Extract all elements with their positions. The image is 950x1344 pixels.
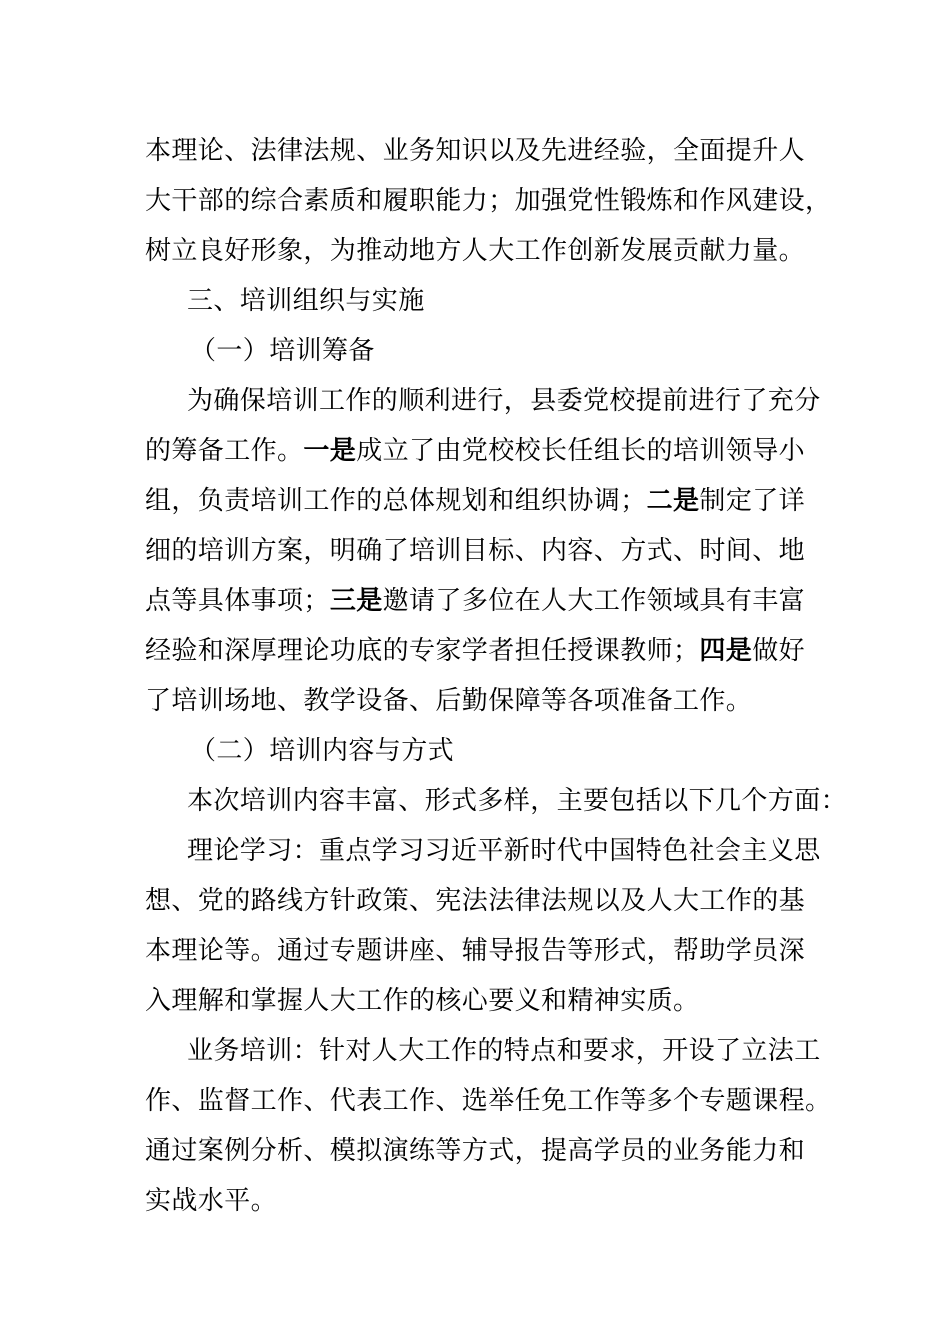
text-line <box>145 681 752 721</box>
text-line <box>145 1131 805 1171</box>
text-line <box>145 581 805 621</box>
text-segment: 理论学习：重点学习习近平新时代中国特色社会主义思 <box>187 836 821 866</box>
subsection-heading-text: （一）培训筹备 <box>190 336 375 366</box>
text-line <box>145 181 831 221</box>
text-segment: 业务培训：针对人大工作的特点和要求，开设了立法工 <box>187 1036 821 1066</box>
text-segment: 细的培训方案，明确了培训目标、内容、方式、时间、地 <box>145 536 806 566</box>
text-line <box>145 931 805 971</box>
text-segment: 点等具体事项； <box>145 586 330 616</box>
text-segment: 作、监督工作、代表工作、选举任免工作等多个专题课程。 <box>145 1086 832 1116</box>
text-segment: 本理论等。通过专题讲座、辅导报告等形式，帮助学员深 <box>145 936 806 966</box>
text-segment: 本理论、法律法规、业务知识以及先进经验，全面提升人 <box>145 136 806 166</box>
text-line <box>187 831 821 871</box>
text-line <box>145 881 805 921</box>
subsection-heading <box>190 731 454 771</box>
section-heading-text: 三、培训组织与实施 <box>187 286 425 316</box>
text-segment: 本次培训内容丰富、形式多样，主要包括以下几个方面： <box>187 786 848 816</box>
text-segment: 想、党的路线方针政策、宪法法律法规以及人大工作的基 <box>145 886 806 916</box>
text-segment: 经验和深厚理论功底的专家学者担任授课教师； <box>145 636 700 666</box>
text-line <box>145 531 805 571</box>
text-segment: 大干部的综合素质和履职能力；加强党性锻炼和作风建设， <box>145 186 832 216</box>
bold-marker: 二是 <box>646 486 700 516</box>
text-line <box>145 981 699 1021</box>
text-segment: 组，负责培训工作的总体规划和组织协调； <box>145 486 647 516</box>
text-segment: 通过案例分析、模拟演练等方式，提高学员的业务能力和 <box>145 1136 806 1166</box>
subsection-heading <box>190 331 375 371</box>
bold-marker: 三是 <box>329 586 383 616</box>
bold-marker: 一是 <box>303 436 357 466</box>
text-segment: 树立良好形象，为推动地方人大工作创新发展贡献力量。 <box>145 236 806 266</box>
subsection-heading-text: （二）培训内容与方式 <box>190 736 455 766</box>
text-segment: 做好 <box>752 636 806 666</box>
text-line <box>145 1081 831 1121</box>
text-segment: 入理解和掌握人大工作的核心要义和精神实质。 <box>145 986 700 1016</box>
text-line <box>145 631 805 671</box>
text-line <box>145 481 805 521</box>
text-line <box>187 1031 821 1071</box>
text-line <box>187 381 821 421</box>
text-line <box>145 1181 277 1221</box>
text-segment: 邀请了多位在人大工作领域具有丰富 <box>382 586 806 616</box>
text-line <box>145 431 805 471</box>
text-segment: 实战水平。 <box>145 1186 278 1216</box>
section-heading <box>187 281 425 321</box>
text-line <box>145 231 805 271</box>
text-line <box>187 781 847 821</box>
text-segment: 成立了由党校校长任组长的培训领导小 <box>356 436 806 466</box>
text-segment: 了培训场地、教学设备、后勤保障等各项准备工作。 <box>145 686 753 716</box>
bold-marker: 四是 <box>699 636 753 666</box>
text-segment: 制定了详 <box>699 486 806 516</box>
text-segment: 的筹备工作。 <box>145 436 304 466</box>
text-segment: 为确保培训工作的顺利进行，县委党校提前进行了充分 <box>187 386 821 416</box>
text-line <box>145 131 805 171</box>
